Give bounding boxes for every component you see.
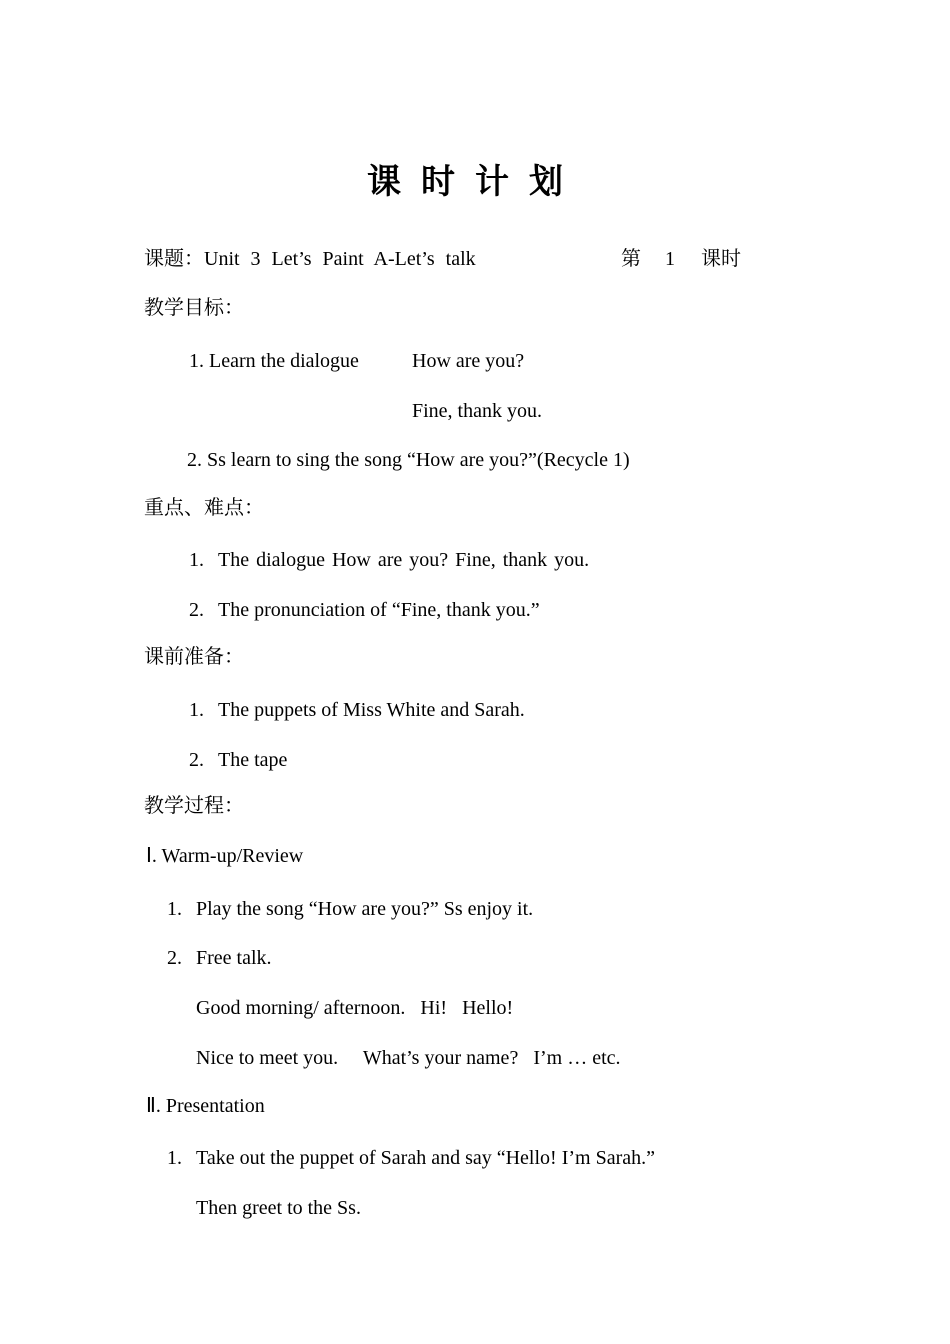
list-item	[167, 946, 272, 970]
free-talk-line-2: Nice to meet you. What’s your name? I’m … etc.	[196, 1047, 621, 1069]
section-2-numeral: Ⅱ	[146, 1093, 156, 1117]
period-line	[621, 246, 741, 271]
objective-1-lead: 1. Learn the dialogue	[189, 350, 359, 372]
list-item-number: 1.	[167, 1147, 182, 1169]
topic-label: 课题：	[144, 246, 204, 270]
list-item	[189, 548, 589, 572]
list-item	[189, 598, 540, 622]
process-heading: 教学过程：	[144, 793, 244, 817]
list-item-text: Take out the puppet of Sarah and say “Hello! I’m Sarah.”	[196, 1147, 655, 1169]
section-2-title: . Presentation	[155, 1095, 265, 1117]
list-item	[167, 897, 533, 921]
objective-1-line-1: How are you?	[412, 350, 525, 372]
list-item	[167, 1146, 655, 1170]
period-prefix: 第	[621, 246, 641, 270]
list-item-text: Play the song “How are you?” Ss enjoy it.	[196, 898, 534, 920]
topic-value: Unit 3 Let’s Paint A-Let’s talk	[204, 248, 476, 270]
list-item	[189, 698, 525, 722]
list-item	[189, 748, 287, 772]
list-item-text: Free talk.	[196, 947, 272, 969]
list-item-number: 2.	[189, 599, 204, 621]
objective-1-line-2: Fine, thank you.	[412, 400, 542, 422]
period-number: 1	[665, 248, 675, 270]
section-1-heading	[146, 843, 303, 868]
objectives-heading: 教学目标：	[144, 295, 244, 319]
list-item-text: The dialogue How are you? Fine, thank you.	[218, 549, 590, 571]
list-item-number: 2.	[167, 947, 182, 969]
section-2-heading	[146, 1093, 265, 1118]
section-1-numeral: Ⅰ	[146, 843, 152, 867]
list-item-number: 1.	[167, 898, 182, 920]
topic-line	[144, 246, 476, 271]
list-item-text: The pronunciation of “Fine, thank you.”	[218, 599, 540, 621]
list-item-number: 1.	[189, 699, 204, 721]
page-title: 课时计划	[367, 162, 583, 202]
free-talk-line-1: Good morning/ afternoon. Hi! Hello!	[196, 997, 514, 1019]
list-item-text: The tape	[218, 749, 288, 771]
section-1-title: . Warm-up/Review	[151, 845, 304, 867]
objective-2: 2. Ss learn to sing the song “How are you?”(Recycle 1)	[187, 449, 630, 471]
key-points-heading: 重点、难点：	[144, 495, 264, 519]
list-item-number: 1.	[189, 549, 204, 571]
period-suffix: 课时	[701, 246, 741, 270]
preparation-heading: 课前准备：	[144, 644, 244, 668]
list-item-number: 2.	[189, 749, 204, 771]
presentation-line-1: Then greet to the Ss.	[196, 1197, 361, 1219]
list-item-text: The puppets of Miss White and Sarah.	[218, 699, 525, 721]
